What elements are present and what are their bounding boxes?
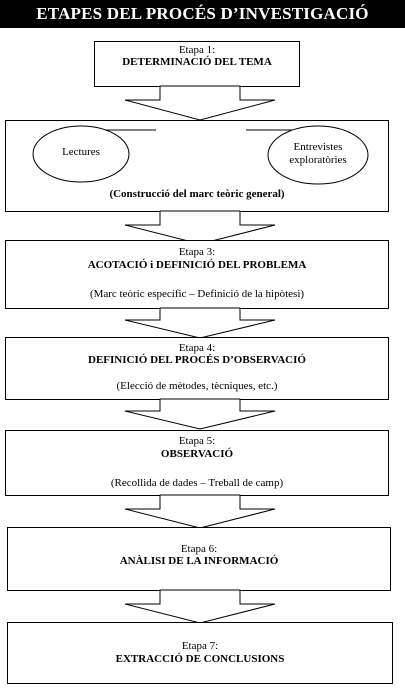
entrevistes-node-line-1: Entrevistes (293, 141, 343, 153)
stage-6-heading: ANÀLISI DE LA INFORMACIÓ (119, 555, 279, 567)
stage-1-label: Etapa 1: (178, 44, 216, 56)
stage-3-heading: ACOTACIÓ i DEFINICIÓ DEL PROBLEMA (87, 259, 307, 271)
stage-3-detail: (Marc teòric específic – Definició de la hipòtesi) (89, 288, 305, 300)
stage-6-box (7, 527, 391, 591)
stage-2-box (5, 120, 389, 212)
stage-2-caption: (Construcció del marc teòric general) (109, 188, 285, 200)
lectures-node: Lectures (62, 146, 100, 158)
stage-4-box (5, 337, 389, 400)
stage-1-box (94, 41, 300, 87)
page-title: ETAPES DEL PROCÉS D’INVESTIGACIÓ (0, 0, 405, 28)
stage-7-label: Etapa 7: (181, 640, 219, 652)
stage-3-box (5, 240, 389, 309)
stage-4-heading: DEFINICIÓ DEL PROCÉS D’OBSERVACIÓ (88, 354, 306, 366)
stage-7-heading: EXTRACCIÓ DE CONCLUSIONS (115, 653, 285, 665)
stage-1-heading: DETERMINACIÓ DEL TEMA (122, 56, 272, 68)
entrevistes-node-line-2: exploratòries (289, 154, 347, 166)
stage-5-detail: (Recollida de dades – Treball de camp) (110, 477, 284, 489)
stage-3-label: Etapa 3: (178, 246, 216, 258)
stage-6-label: Etapa 6: (180, 543, 218, 555)
stage-4-label: Etapa 4: (178, 342, 216, 354)
stage-7-box (7, 622, 393, 684)
stage-5-heading: OBSERVACIÓ (160, 448, 234, 460)
stage-5-label: Etapa 5: (178, 435, 216, 447)
stage-5-box (5, 430, 389, 496)
stage-4-detail: (Elecció de mètodes, tècniques, etc.) (116, 380, 278, 392)
